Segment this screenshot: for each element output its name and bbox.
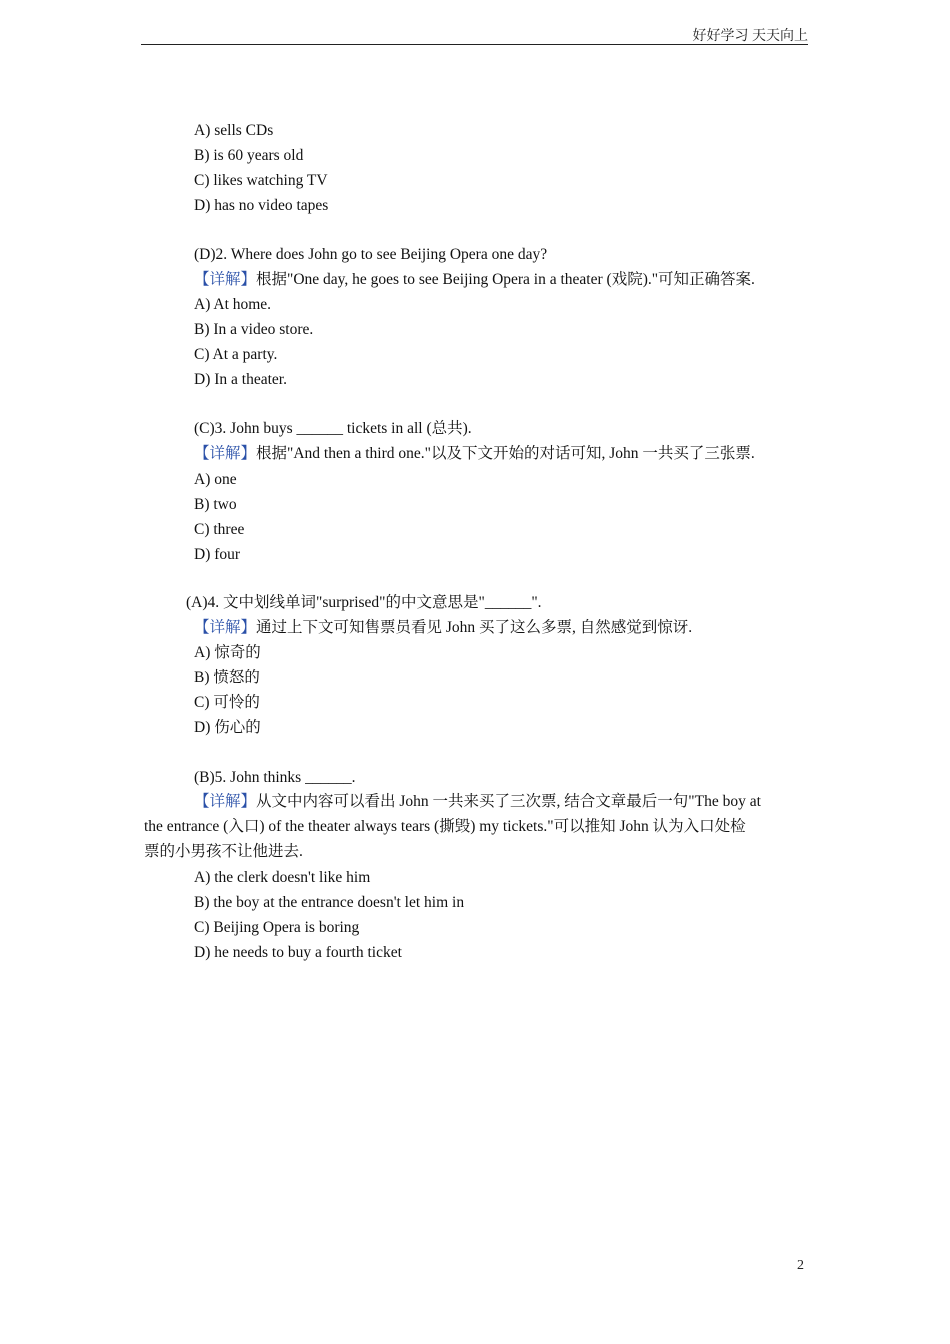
- q2-option-a: A) At home.: [194, 296, 272, 313]
- explanation-tag: 【详解】: [194, 793, 257, 810]
- q2-explanation-text: 根据"One day, he goes to see Beijing Opera in a theater (戏院)."可知正确答案.: [256, 271, 755, 288]
- q3-option-b: B) two: [194, 496, 237, 513]
- q5-question: (B)5. John thinks ______.: [194, 769, 356, 786]
- q3-explanation-text: 根据"And then a third one."以及下文开始的对话可知, John 一共买了三张票.: [256, 445, 755, 462]
- q4-option-b: B) 愤怒的: [194, 669, 260, 686]
- q1-option-c: C) likes watching TV: [194, 172, 328, 189]
- page-number: 2: [797, 1258, 804, 1273]
- q4-option-c: C) 可怜的: [194, 694, 260, 711]
- q4-option-d: D) 伤心的: [194, 719, 261, 736]
- q5-explanation-text-1: 从文中内容可以看出 John 一共来买了三次票, 结合文章最后一句"The boy at: [256, 793, 761, 810]
- q5-explanation-line-1: [194, 792, 761, 812]
- q3-option-c: C) three: [194, 521, 245, 538]
- q2-option-b: B) In a video store.: [194, 321, 314, 338]
- explanation-tag: 【详解】: [194, 619, 257, 636]
- q5-option-d: D) he needs to buy a fourth ticket: [194, 944, 402, 961]
- q3-question: (C)3. John buys ______ tickets in all (总共).: [194, 420, 472, 437]
- q5-explanation-line-3: 票的小男孩不让他进去.: [144, 843, 303, 860]
- q4-question: (A)4. 文中划线单词"surprised"的中文意思是"______".: [186, 594, 542, 611]
- page-header: [141, 24, 808, 45]
- q2-option-c: C) At a party.: [194, 346, 278, 363]
- q3-explanation: [194, 444, 755, 464]
- q5-explanation-line-2: the entrance (入口) of the theater always tears (撕毁) my tickets."可以推知 John 认为入口处检: [144, 818, 746, 835]
- q3-option-d: D) four: [194, 546, 241, 563]
- q4-explanation: [194, 618, 692, 638]
- q2-explanation: [194, 270, 755, 290]
- q4-explanation-text: 通过上下文可知售票员看见 John 买了这么多票, 自然感觉到惊讶.: [256, 619, 693, 636]
- q3-option-a: A) one: [194, 471, 237, 488]
- explanation-tag: 【详解】: [194, 271, 257, 288]
- header-text: 好好学习 天天向上: [692, 29, 808, 44]
- q2-option-d: D) In a theater.: [194, 371, 287, 388]
- q2-question: (D)2. Where does John go to see Beijing Opera one day?: [194, 246, 548, 263]
- q1-option-b: B) is 60 years old: [194, 147, 304, 164]
- q1-option-a: A) sells CDs: [194, 122, 274, 139]
- explanation-tag: 【详解】: [194, 445, 257, 462]
- q5-option-c: C) Beijing Opera is boring: [194, 919, 360, 936]
- q5-option-a: A) the clerk doesn't like him: [194, 869, 371, 886]
- q5-option-b: B) the boy at the entrance doesn't let him in: [194, 894, 465, 911]
- q1-option-d: D) has no video tapes: [194, 197, 329, 214]
- q4-option-a: A) 惊奇的: [194, 644, 261, 661]
